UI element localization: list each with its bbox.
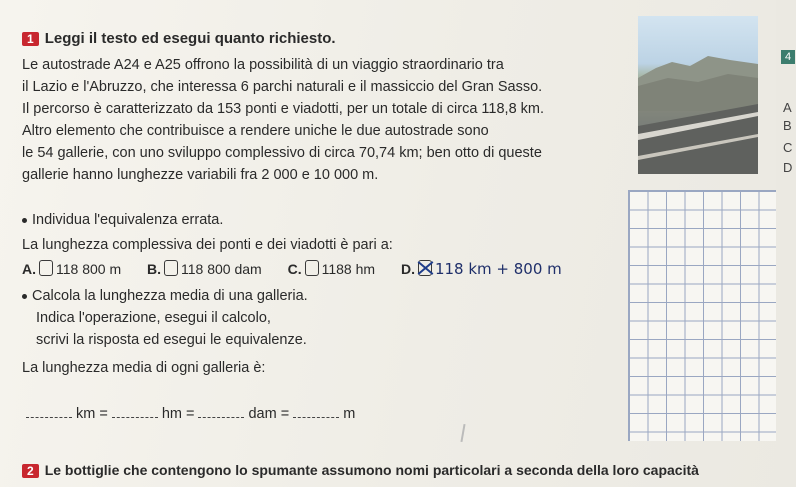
bullet-icon (22, 294, 27, 299)
checkbox[interactable] (39, 260, 53, 276)
exercise-1-title: Leggi il testo ed esegui quanto richiesto. (44, 30, 336, 47)
exercise-1-number: 1 (22, 32, 39, 46)
equivalence-line (22, 406, 355, 422)
side-exercise-number: 4 (781, 50, 795, 64)
answer-options (22, 260, 584, 278)
option-text: 118 800 m (56, 261, 122, 277)
checked-checkbox[interactable] (418, 260, 432, 276)
option-c[interactable] (288, 260, 375, 277)
checkbox[interactable] (305, 260, 319, 276)
option-letter: D. (400, 261, 415, 277)
answer-blank[interactable] (26, 417, 72, 418)
question-2: La lunghezza media di ogni galleria è: (22, 360, 266, 376)
question-1: La lunghezza complessiva dei ponti e dei viadotti è pari a: (22, 237, 393, 253)
exercise-1-paragraph (22, 54, 632, 186)
unit-dam: dam = (248, 406, 290, 422)
highway-photo (638, 16, 758, 174)
unit-hm: hm = (161, 406, 195, 422)
unit-km: km = (76, 406, 108, 422)
exercise-2-text: Le bottiglie che contengono lo spumante assumono nomi particolari a seconda della loro capacità (44, 462, 699, 478)
task-2-line: Indica l'operazione, esegui il calcolo, (36, 310, 271, 326)
paragraph-line: il Lazio e l'Abruzzo, che interessa 6 parchi naturali e il massiccio del Gran Sasso. (22, 79, 543, 95)
side-letter: A (783, 100, 792, 115)
checkbox[interactable] (164, 260, 178, 276)
option-letter: B. (147, 261, 162, 277)
option-text: 118 800 dam (181, 261, 262, 277)
pencil-mark (460, 424, 465, 442)
task-2-line: scrivi la risposta ed esegui le equivalenze. (36, 332, 307, 348)
paragraph-line: gallerie hanno lunghezze variabili fra 2 000 e 10 000 m. (22, 167, 379, 183)
answer-blank[interactable] (198, 417, 244, 418)
option-a[interactable] (22, 260, 121, 277)
answer-blank[interactable] (112, 417, 158, 418)
side-letter: C (783, 140, 793, 155)
squared-grid[interactable] (628, 190, 777, 441)
side-letter: B (783, 118, 792, 133)
option-letter: C. (287, 261, 302, 277)
paragraph-line: Altro elemento che contribuisce a rendere uniche le due autostrade sono (22, 123, 489, 139)
side-letter: D (783, 160, 793, 175)
paragraph-line: le 54 gallerie, con uno sviluppo complessivo di circa 70,74 km; ben otto di queste (22, 145, 542, 161)
paragraph-line: Il percorso è caratterizzato da 153 ponti e viadotti, per un totale di circa 118,8 km. (22, 101, 545, 117)
exercise-1-heading (22, 30, 336, 47)
option-text: 1188 hm (321, 261, 376, 277)
exercise-2-number: 2 (22, 464, 39, 478)
unit-m: m (343, 406, 356, 422)
paragraph-line: Le autostrade A24 e A25 offrono la possibilità di un viaggio straordinario tra (22, 57, 504, 73)
exercise-2-heading (22, 462, 699, 478)
next-page-edge (776, 0, 796, 487)
bullet-icon (22, 218, 27, 223)
task-1 (22, 212, 223, 228)
answer-blank[interactable] (293, 417, 339, 418)
task-1-text: Individua l'equivalenza errata. (32, 212, 224, 228)
option-d[interactable] (401, 260, 562, 278)
option-letter: A. (22, 261, 36, 277)
task-2-text: Calcola la lunghezza media di una galleria. (32, 288, 308, 304)
option-text: 118 km + 800 m (434, 260, 562, 278)
option-b[interactable] (147, 260, 262, 277)
task-2 (22, 288, 308, 304)
